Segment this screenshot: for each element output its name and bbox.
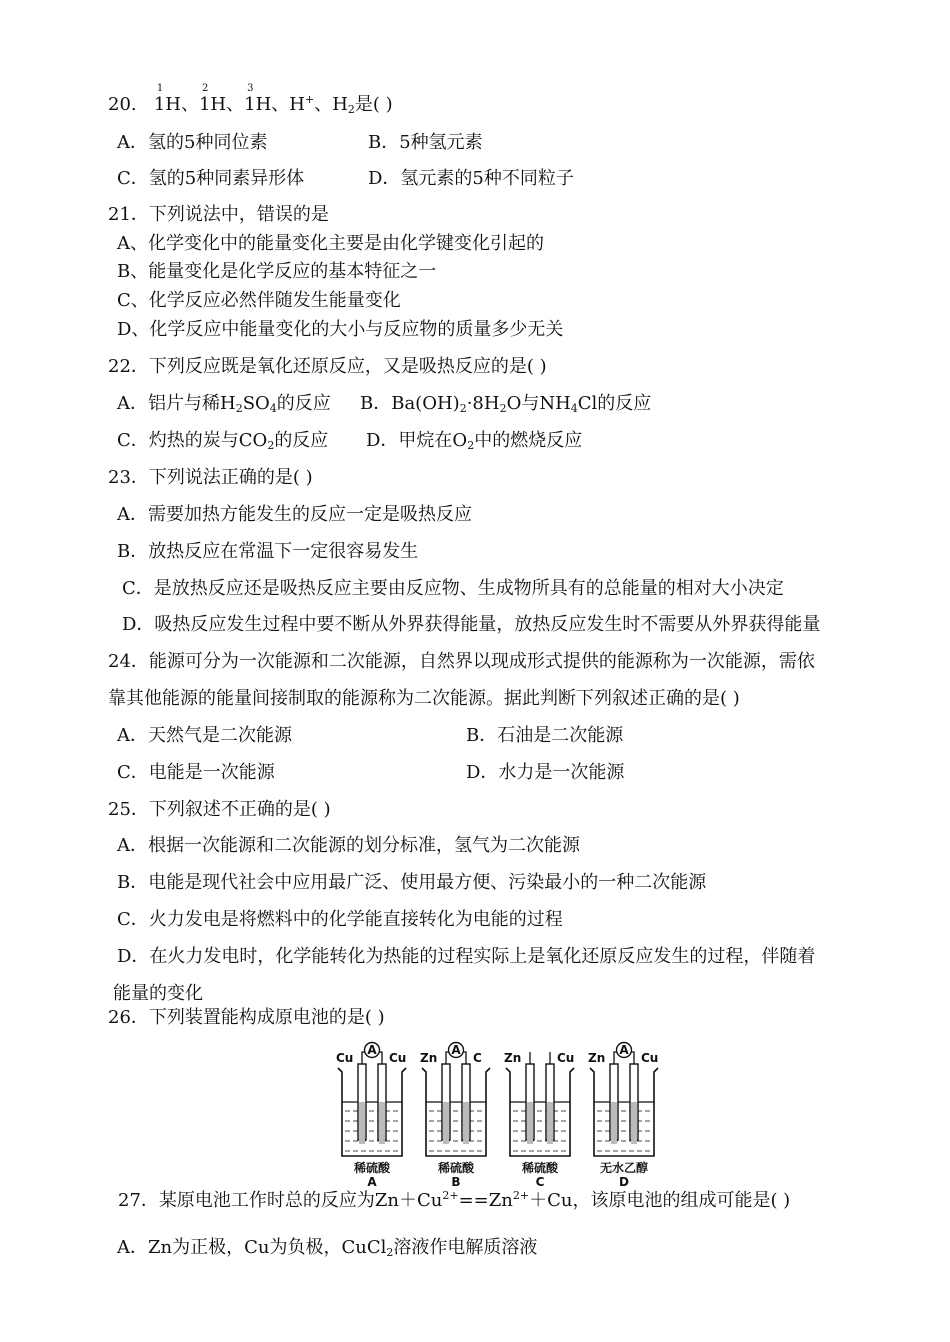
electrode-left-immersed	[443, 1102, 449, 1144]
beaker	[338, 1068, 406, 1156]
q23-option-a: A．需要加热方能发生的反应一定是吸热反应	[117, 504, 472, 525]
cell-device-c	[504, 1051, 574, 1188]
beaker	[590, 1068, 658, 1156]
q24-option-a: A．天然气是二次能源	[117, 725, 292, 746]
electrode-left-label: Zn	[504, 1051, 522, 1065]
electrode-right-immersed	[547, 1102, 553, 1144]
electrode-left-label: Zn	[588, 1051, 606, 1065]
electrode-right-label: Cu	[641, 1051, 659, 1065]
hydrogen-ion: H+	[289, 93, 315, 115]
electrode-right-label: Cu	[557, 1051, 575, 1065]
q20-option-d: D．氢元素的5种不同粒子	[368, 168, 574, 189]
q22-option-b: B．$Ba(OH)_2\cdot 8H_2O$与$NH_4Cl$的反应	[360, 393, 652, 415]
question-24-stem-line1: 24．能源可分为一次能源和二次能源，自然界以现成形式提供的能源称为一次能源，需依	[108, 651, 815, 672]
electrode-left-label: Zn	[420, 1051, 438, 1065]
q20-option-c: C．氢的5种同素异形体	[117, 168, 305, 189]
device-letter: B	[451, 1175, 461, 1188]
q21-option-b: B、能量变化是化学反应的基本特征之一	[117, 261, 437, 282]
q25-option-a: A．根据一次能源和二次能源的划分标准，氢气为二次能源	[117, 835, 580, 856]
solution-label: 稀硫酸	[521, 1161, 559, 1175]
electrode-left-immersed	[527, 1102, 533, 1144]
q24-option-d: D．水力是一次能源	[466, 762, 625, 783]
question-21-stem: 21．下列说法中，错误的是	[108, 204, 329, 225]
q22-option-a: A．铝片与稀$H_2SO_4$的反应	[117, 393, 331, 415]
beaker	[422, 1068, 490, 1156]
question-25-stem: 25．下列叙述不正确的是( )	[108, 799, 331, 820]
q20-option-b: B．5种氢元素	[368, 132, 483, 153]
question-24-stem-line2: 靠其他能源的能量间接制取的能源称为二次能源。据此判断下列叙述正确的是( )	[108, 688, 740, 709]
electrode-right-immersed	[379, 1102, 385, 1144]
solution-label: 稀硫酸	[353, 1161, 391, 1175]
isotope-tritium: 3 1H	[244, 83, 272, 115]
ammeter-label: A	[367, 1043, 377, 1057]
cell-device-a	[336, 1043, 406, 1189]
q24-option-c: C．电能是一次能源	[117, 762, 275, 783]
electrode-right-immersed	[631, 1102, 637, 1144]
q21-option-d: D、化学反应中能量变化的大小与反应物的质量多少无关	[117, 319, 564, 340]
q25-option-d-line2: 能量的变化	[113, 983, 203, 1004]
q21-option-c: C、化学反应必然伴随发生能量变化	[117, 290, 401, 311]
q20-option-a: A．氢的5种同位素	[117, 132, 268, 153]
electrode-left-immersed	[611, 1102, 617, 1144]
ammeter-label: A	[451, 1043, 461, 1057]
q25-option-b: B．电能是现代社会中应用最广泛、使用最方便、污染最小的一种二次能源	[117, 872, 707, 893]
wire-left	[446, 1052, 449, 1064]
beaker	[506, 1068, 574, 1156]
device-letter: D	[619, 1175, 629, 1188]
device-letter: C	[535, 1175, 545, 1188]
wire-right	[631, 1052, 634, 1064]
wire-left	[362, 1052, 365, 1064]
question-22-stem: 22．下列反应既是氧化还原反应，又是吸热反应的是( )	[108, 356, 547, 377]
q22-option-d: D．甲烷在$O_2$中的燃烧反应	[366, 430, 583, 452]
q23-option-b: B．放热反应在常温下一定很容易发生	[117, 541, 419, 562]
cell-device-d	[588, 1043, 658, 1189]
q23-option-c: C．是放热反应还是吸热反应主要由反应物、生成物所具有的总能量的相对大小决定	[122, 578, 784, 599]
question-number: 20.	[108, 94, 137, 115]
wire-right	[463, 1052, 466, 1064]
solution-label: 稀硫酸	[437, 1161, 475, 1175]
q25-option-d-line1: D．在火力发电时，化学能转化为热能的过程实际上是氧化还原反应发生的过程，伴随着	[117, 946, 816, 967]
q21-option-a: A、化学变化中的能量变化主要是由化学键变化引起的	[117, 233, 544, 254]
q22-option-c: C．灼热的炭与$CO_2$的反应	[117, 430, 329, 452]
ammeter-label: A	[619, 1043, 629, 1057]
question-23-stem: 23．下列说法正确的是( )	[108, 467, 313, 488]
electrode-right-label: C	[473, 1051, 482, 1065]
wire-right	[379, 1052, 382, 1064]
hydrogen-molecule: $H_2$	[332, 94, 355, 116]
question-26-stem: 26．下列装置能构成原电池的是( )	[108, 1007, 385, 1028]
q23-option-d: D．吸热反应发生过程中要不断从外界获得能量，放热反应发生时不需要从外界获得能量	[122, 614, 821, 635]
electrode-left-immersed	[359, 1102, 365, 1144]
electrode-right-immersed	[463, 1102, 469, 1144]
cell-device-b	[420, 1043, 490, 1189]
electrode-left-label: Cu	[336, 1051, 354, 1065]
solution-label: 无水乙醇	[599, 1161, 649, 1175]
electrode-right-label: Cu	[389, 1051, 407, 1065]
q24-option-b: B．石油是二次能源	[466, 725, 624, 746]
isotope-deuterium: 2 1H	[198, 83, 227, 115]
isotope-protium: 1 1H	[153, 83, 181, 115]
q27-option-a: A．Zn为正极，Cu为负极，CuCl$_2$溶液作电解质溶液	[117, 1237, 538, 1259]
galvanic-cell-figure	[326, 1040, 666, 1188]
wire-left	[614, 1052, 617, 1064]
question-20-stem: 20. 1 1H、 2 1H、 3 1H、H+、$H_2$是( )	[108, 83, 393, 116]
question-27-stem: 27．某原电池工作时总的反应为$Zn+Cu^{2+}==Zn^{2+}+Cu$，该原电池的组成可能是( )	[118, 1189, 791, 1211]
q25-option-c: C．火力发电是将燃料中的化学能直接转化为电能的过程	[117, 909, 563, 930]
device-letter: A	[367, 1175, 377, 1188]
